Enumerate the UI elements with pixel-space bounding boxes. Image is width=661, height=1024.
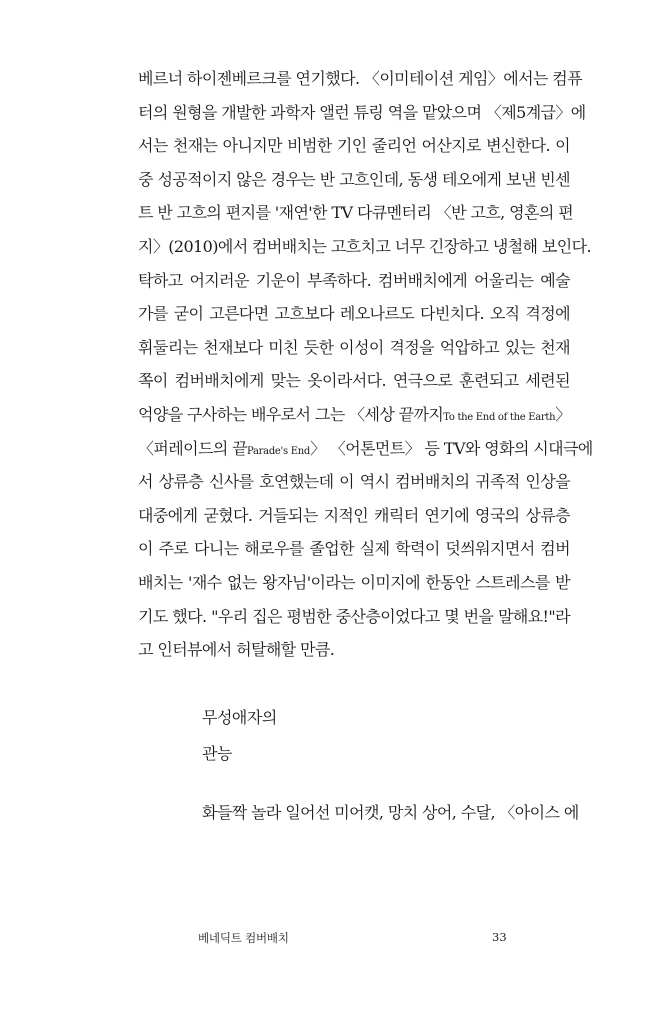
text-line: 배치는 '재수 없는 왕자님'이라는 이미지에 한동안 스트레스를 받 (138, 572, 570, 592)
text-line: 지〉(2010)에서 컴버배치는 고흐치고 너무 긴장하고 냉철해 보인다. (138, 236, 591, 256)
next-paragraph-first-line: 화들짝 놀라 일어선 미어캣, 망치 상어, 수달, 〈아이스 에 (202, 803, 579, 822)
english-title: Parade's End (247, 445, 310, 457)
text-line: 탁하고 어지러운 기운이 부족하다. 컴버배치에게 어울리는 예술 (138, 270, 570, 290)
english-title: To the End of the Earth (443, 411, 556, 423)
section-heading-line-2: 관능 (202, 744, 232, 763)
text-line: 가를 굳이 고른다면 고흐보다 레오나르도 다빈치다. 오직 격정에 (138, 304, 570, 324)
page-number: 33 (492, 930, 507, 944)
section-heading-line-1: 무성애자의 (202, 708, 277, 727)
text-line: 베르너 하이젠베르크를 연기했다. 〈이미테이션 게임〉에서는 컴퓨 (138, 69, 582, 88)
text-line: 쪽이 컴버배치에게 맞는 옷이라서다. 연극으로 훈련되고 세련된 (138, 371, 570, 391)
text-line: 대중에게 굳혔다. 거들되는 지적인 캐릭터 연기에 영국의 상류층 (138, 505, 570, 525)
text-segment: 〉 〈어톤먼트〉 등 TV와 영화의 시대극에 (309, 438, 593, 458)
text-line-with-title (138, 398, 570, 432)
text-line: 휘둘리는 천재보다 미친 듯한 이성이 격정을 억압하고 있는 천재 (138, 337, 570, 357)
text-line: 트 반 고흐의 편지를 '재연'한 TV 다큐멘터리 〈반 고흐, 영혼의 편 (138, 203, 574, 223)
text-line: 터의 원형을 개발한 과학자 앨런 튜링 역을 맡았으며 〈제5계급〉에 (138, 102, 586, 122)
text-line: 기도 했다. "우리 집은 평범한 중산층이었다고 몇 번을 말해요!"라 (138, 606, 570, 626)
text-segment: 〉 (555, 404, 571, 424)
text-line: 서는 천재는 아니지만 비범한 기인 줄리언 어산지로 변신한다. 이 (138, 136, 570, 156)
text-line: 이 주로 다니는 해로우를 졸업한 실제 학력이 덧씌워지면서 컴버 (138, 539, 570, 559)
text-line-with-title (138, 432, 593, 466)
text-segment: 억양을 구사하는 배우로서 그는 〈세상 끝까지 (138, 404, 444, 424)
text-line: 중 성공적이지 않은 경우는 반 고흐인데, 동생 테오에게 보낸 빈센 (138, 169, 570, 189)
running-title: 베네딕트 컴버배치 (198, 931, 289, 945)
text-line: 고 인터뷰에서 허탈해할 만큼. (138, 640, 335, 660)
body-paragraph (138, 62, 593, 667)
text-segment: 〈퍼레이드의 끝 (138, 438, 248, 458)
text-line: 서 상류층 신사를 호연했는데 이 역시 컴버배치의 귀족적 인상을 (138, 472, 570, 492)
